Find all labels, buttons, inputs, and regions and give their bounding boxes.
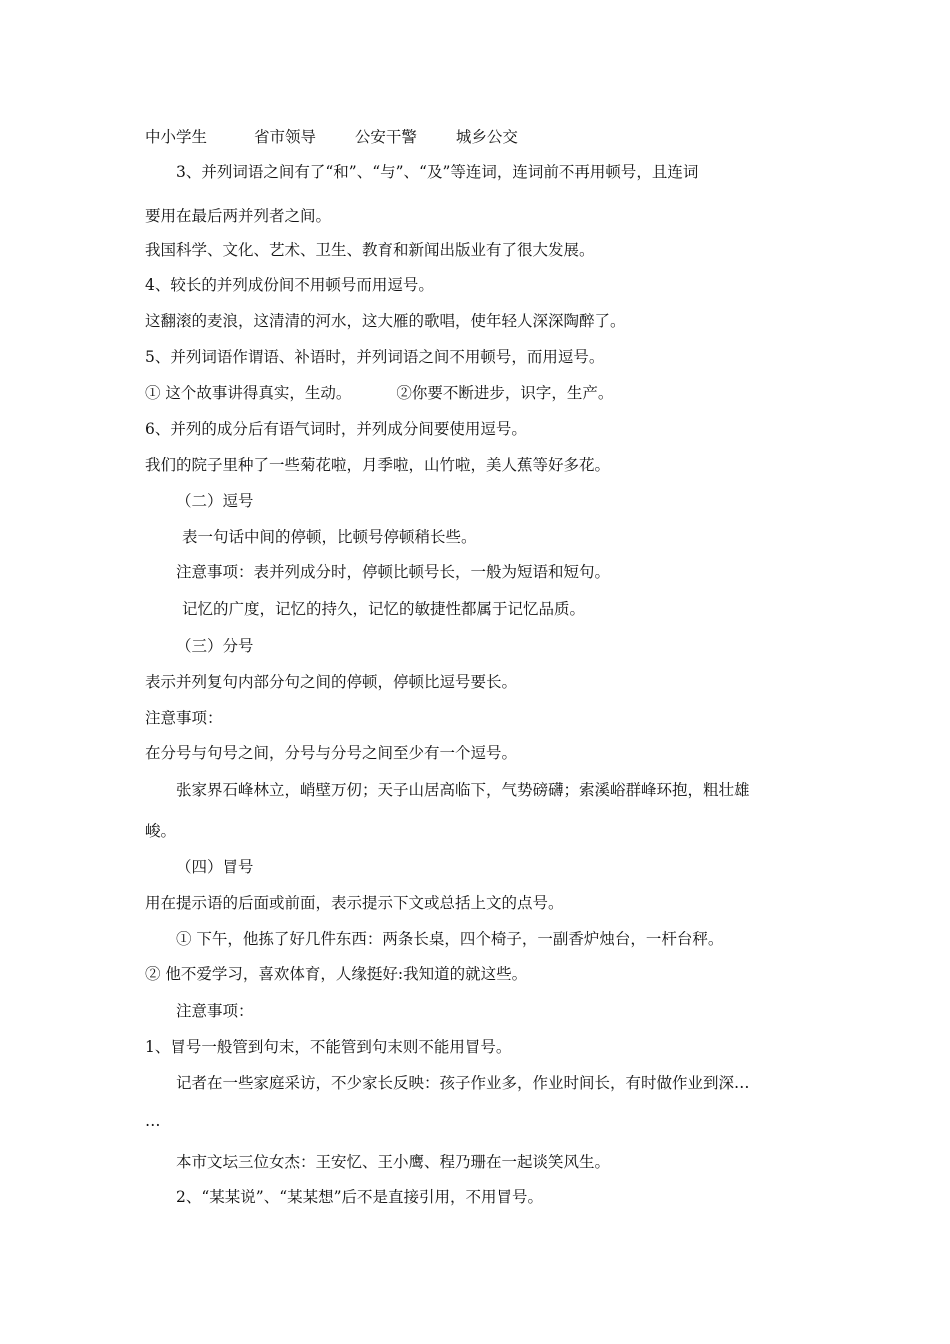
rule-6: 6、并列的成分后有语气词时，并列成分间要使用逗号。 [145,420,527,438]
note-label: 注意事项： [145,709,223,727]
category-list [145,126,518,148]
example-sentence: 记忆的广度，记忆的持久，记忆的敏捷性都属于记忆品质。 [182,600,586,618]
example-sentence: 本市文坛三位女杰：王安忆、王小鹰、程乃珊在一起谈笑风生。 [176,1153,611,1171]
section-heading-semicolon: （三）分号 [176,637,254,655]
example-1: ① 这个故事讲得真实，生动。 [145,384,352,402]
rule-2: 2、“某某说”、“某某想”后不是直接引用，不用冒号。 [176,1188,544,1206]
section-heading-comma: （二）逗号 [176,492,254,510]
note-label: 注意事项： [176,1002,254,1020]
rule-5: 5、并列词语作谓语、补语时，并列词语之间不用顿号，而用逗号。 [145,348,605,366]
example-1: ① 下午，他拣了好几件东西：两条长桌，四个椅子，一副香炉烛台，一杆台秤。 [176,930,724,948]
example-line-2: … [145,1112,161,1130]
category-item: 省市领导 [253,128,316,146]
example-sentence: 我国科学、文化、艺术、卫生、教育和新闻出版业有了很大发展。 [145,241,595,259]
definition-text: 表示并列复句内部分句之间的停顿，停顿比逗号要长。 [145,673,518,691]
example-line-1: 张家界石峰林立，峭壁万仞；天子山居高临下，气势磅礴；索溪峪群峰环抱，粗壮雄 [176,781,750,799]
example-pair [145,382,613,404]
section-heading-colon: （四）冒号 [176,858,254,876]
rule-3-line-1: 3、并列词语之间有了“和”、“与”、“及”等连词，连词前不再用顿号，且连词 [176,163,699,181]
example-sentence: 我们的院子里种了一些菊花啦，月季啦，山竹啦，美人蕉等好多花。 [145,456,611,474]
definition-text: 表一句话中间的停顿，比顿号停顿稍长些。 [182,528,477,546]
example-line-2: 峻。 [145,822,177,840]
example-2: ② 他不爱学习，喜欢体育，人缘挺好:我知道的就这些。 [145,965,528,983]
category-item: 中小学生 [145,128,208,146]
rule-3-line-2: 要用在最后两并列者之间。 [145,207,332,225]
example-line-1: 记者在一些家庭采访，不少家长反映：孩子作业多，作业时间长，有时做作业到深… [176,1074,750,1092]
rule-4: 4、较长的并列成份间不用顿号而用逗号。 [145,276,434,294]
category-item: 城乡公交 [455,128,518,146]
note-text: 在分号与句号之间，分号与分号之间至少有一个逗号。 [145,744,518,762]
note-text: 注意事项：表并列成分时，停顿比顿号长，一般为短语和短句。 [176,563,611,581]
definition-text: 用在提示语的后面或前面，表示提示下文或总括上文的点号。 [145,894,564,912]
example-sentence: 这翻滚的麦浪，这清清的河水，这大雁的歌唱，使年轻人深深陶醉了。 [145,312,626,330]
category-item: 公安干警 [354,128,417,146]
example-2: ②你要不断进步，识字，生产。 [396,384,614,402]
rule-1: 1、冒号一般管到句末，不能管到句末则不能用冒号。 [145,1038,512,1056]
